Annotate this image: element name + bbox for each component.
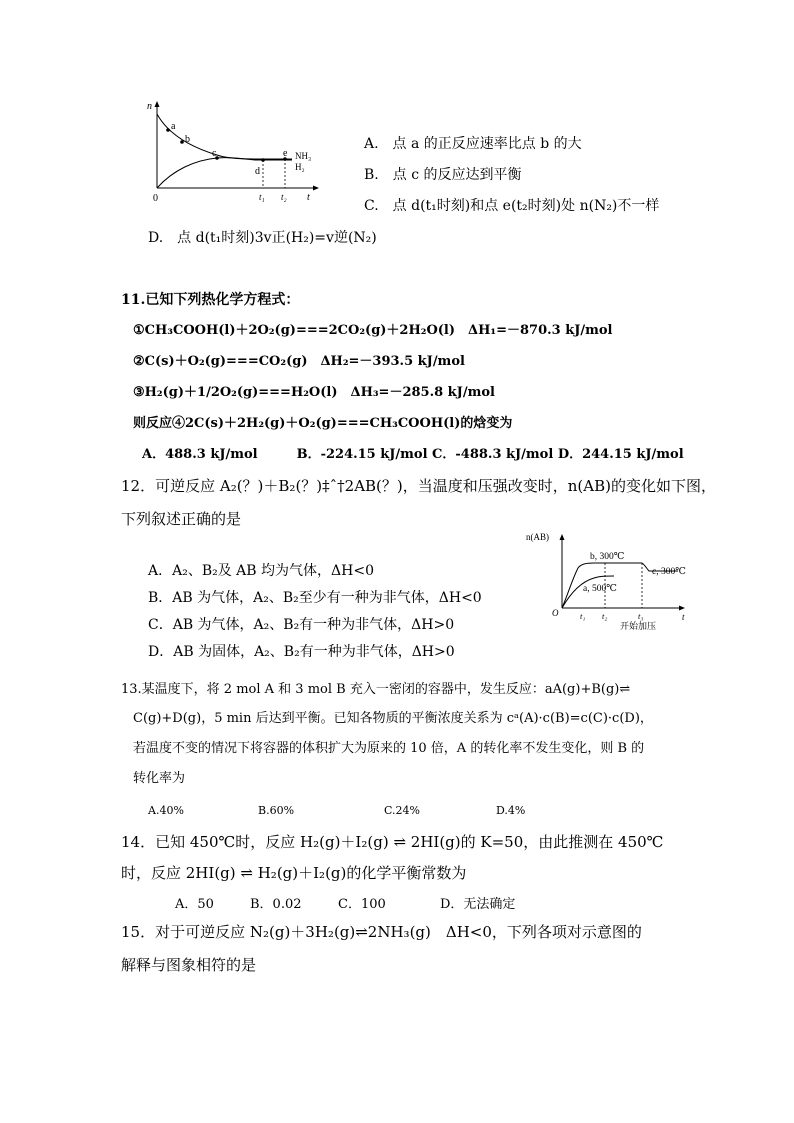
- q12-option-b: B．AB 为气体，A₂、B₂至少有一种为非气体，ΔH<0: [148, 590, 482, 606]
- q10-label-b: b: [185, 134, 190, 145]
- q10-label-c: c: [212, 148, 217, 159]
- q10-graph: [145, 100, 325, 210]
- q10-option-b: B. 点 c 的反应达到平衡: [364, 167, 522, 183]
- q10-nh3-curve: [157, 114, 292, 159]
- q12-t2-label: t₂: [602, 611, 608, 621]
- q12-option-a: A．A₂、B₂及 AB 均为气体，ΔH<0: [148, 563, 374, 579]
- q14-option-c: C．100: [338, 897, 386, 912]
- q10-label-d: d: [255, 166, 260, 177]
- q10-option-a: A. 点 a 的正反应速率比点 b 的大: [364, 136, 582, 152]
- q14-line-2: 时，反应 2HI(g) ⇌ H₂(g)＋I₂(g)的化学平衡常数为: [121, 864, 467, 882]
- q12-x-arrow: [679, 606, 685, 611]
- q12-label-c: c, 300℃: [652, 567, 686, 577]
- q10-y-arrow: [155, 101, 160, 107]
- q10-h2-curve: [157, 158, 292, 188]
- q14-option-a: A．50: [175, 897, 214, 912]
- q11-stem: 11.已知下列热化学方程式：: [121, 292, 300, 308]
- q10-point-a: [166, 128, 170, 132]
- q13-line-3: 若温度不变的情况下将容器的体积扩大为原来的 10 倍，A 的转化率不发生变化，则 B 的: [133, 741, 645, 756]
- q12-option-c: C．AB 为气体，A₂、B₂有一种为非气体，ΔH>0: [148, 617, 455, 633]
- q13-option-a: A.40%: [148, 804, 184, 817]
- q13-option-c: C.24%: [384, 804, 420, 817]
- q12-graph: [518, 528, 698, 634]
- q13-line-1: 13.某温度下，将 2 mol A 和 3 mol B 充入一密闭的容器中，发生反应：aA(g)+B(g)⇌: [121, 682, 631, 697]
- q10-x-label: t: [307, 192, 310, 203]
- q10-label-h2: H₂: [295, 162, 305, 172]
- q11-options: A．488.3 kJ/mol B．-224.15 kJ/mol C．-488.3 kJ/mol D．244.15 kJ/mol: [142, 447, 684, 462]
- q12-label-b: b, 300℃: [590, 552, 625, 562]
- q12-stem-line-2: 下列叙述正确的是: [121, 510, 242, 528]
- q14-option-d: D．无法确定: [440, 897, 516, 912]
- q15-line-1: 15．对于可逆反应 N₂(g)＋3H₂(g)⇌2NH₃(g) ΔH<0，下列各项对示意图的: [121, 923, 642, 941]
- q11-equation-3: ③H₂(g)＋1/2O₂(g)===H₂O(l) ΔH₃=－285.8 kJ/mol: [133, 385, 495, 400]
- q12-pressure-note: 开始加压: [620, 621, 657, 631]
- q13-option-b: B.60%: [258, 804, 295, 817]
- q12-y-arrow: [560, 534, 565, 540]
- q10-label-nh3: NH₃: [295, 151, 312, 161]
- q10-origin: 0: [153, 193, 158, 204]
- q12-label-a: a, 500℃: [583, 584, 617, 594]
- q10-y-label: n: [147, 101, 152, 112]
- q10-option-d: D. 点 d(t₁时刻)3v正(H₂)=v逆(N₂): [148, 230, 377, 246]
- q12-t3-label: t₃: [638, 611, 644, 621]
- q11-equation-2: ②C(s)＋O₂(g)===CO₂(g) ΔH₂=－393.5 kJ/mol: [133, 354, 465, 369]
- q11-equation-1: ①CH₃COOH(l)＋2O₂(g)===2CO₂(g)＋2H₂O(l) ΔH₁=－870.3 kJ/mol: [133, 323, 613, 338]
- q10-point-b: [180, 140, 184, 144]
- q10-t1-label: t₁: [259, 192, 265, 202]
- q14-line-1: 14．已知 450℃时，反应 H₂(g)＋I₂(g) ⇌ 2HI(g)的 K=50，由此推测在 450℃: [121, 833, 664, 851]
- q11-question: 则反应④2C(s)＋2H₂(g)＋O₂(g)===CH₃COOH(l)的焓变为: [133, 416, 513, 431]
- q10-x-arrow: [313, 186, 319, 191]
- q10-label-a: a: [171, 121, 176, 132]
- q10-t2-label: t₂: [281, 192, 287, 202]
- q12-origin: O: [552, 608, 559, 618]
- q14-option-b: B．0.02: [250, 897, 302, 912]
- q12-x-label: t: [682, 612, 685, 622]
- q12-t1-label: t₁: [580, 611, 586, 621]
- q12-stem-line-1: 12．可逆反应 A₂(？)＋B₂(？)‡ˆ†2AB(？)，当温度和压强改变时，n(AB)的变化如下图，: [121, 477, 716, 495]
- q13-line-2: C(g)+D(g)，5 min 后达到平衡。已知各物质的平衡浓度关系为 cᵃ(A)·c(B)=c(C)·c(D)，: [133, 711, 653, 726]
- q10-label-e: e: [283, 148, 288, 159]
- q12-option-d: D．AB 为固体，A₂、B₂有一种为非气体，ΔH>0: [148, 644, 455, 660]
- q13-option-d: D.4%: [496, 804, 526, 817]
- q13-line-4: 转化率为: [133, 771, 186, 786]
- q15-line-2: 解释与图象相符的是: [121, 956, 257, 974]
- q12-y-label: n(AB): [526, 532, 549, 542]
- q10-option-c: C. 点 d(t₁时刻)和点 e(t₂时刻)处 n(N₂)不一样: [364, 198, 660, 214]
